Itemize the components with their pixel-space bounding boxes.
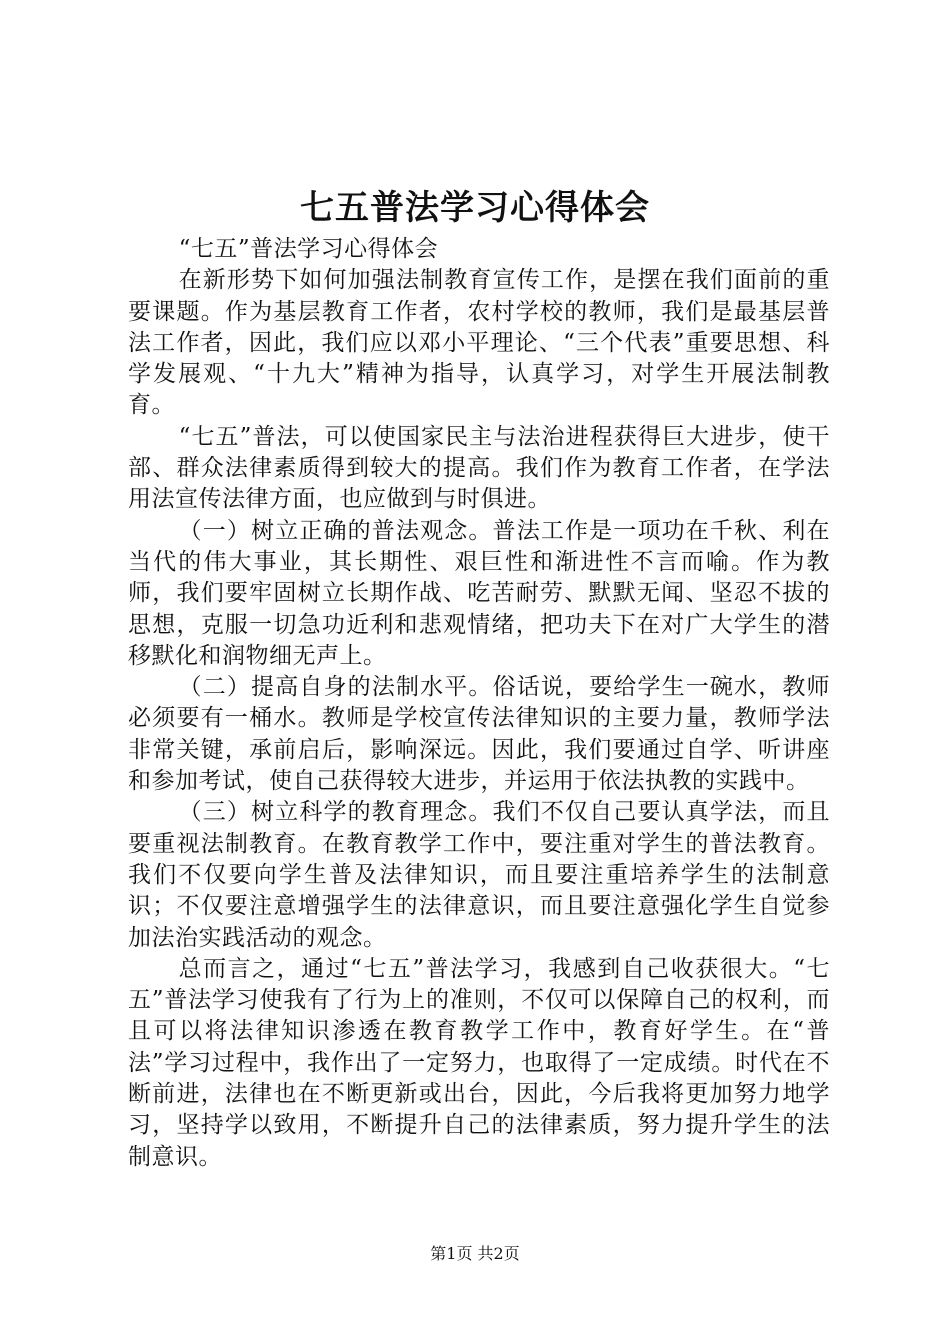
document-body: [128, 234, 830, 1173]
paragraph-point-two: （二）提高自身的法制水平。俗话说，要给学生一碗水，教师必须要有一桶水。教师是学校宣传法律知识的主要力量，教师学法非常关键，承前启后，影响深远。因此，我们要通过自学、听讲座和参加考试，使自己获得较大进步，并运用于依法执教的实践中。: [128, 674, 830, 795]
paragraph-point-one: （一）树立正确的普法观念。普法工作是一项功在千秋、利在当代的伟大事业，其长期性、艰巨性和渐进性不言而喻。作为教师，我们要牢固树立长期作战、吃苦耐劳、默默无闻、坚忍不拔的思想，克服一切急功近利和悲观情绪，把功夫下在对广大学生的潜移默化和润物细无声上。: [128, 517, 830, 669]
paragraph-intro: 在新形势下如何加强法制教育宣传工作，是摆在我们面前的重要课题。作为基层教育工作者，农村学校的教师，我们是最基层普法工作者，因此，我们应以邓小平理论、“三个代表”重要思想、科学发展观、“十九大”精神为指导，认真学习，对学生开展法制教育。: [128, 267, 830, 419]
page-indicator: 第1页 共2页: [430, 1244, 520, 1263]
paragraph-seventh-five: “七五”普法，可以使国家民主与法治进程获得巨大进步，使干部、群众法律素质得到较大的提高。我们作为教育工作者，在学法用法宣传法律方面，也应做到与时俱进。: [128, 423, 830, 513]
document-title: 七五普法学习心得体会: [300, 188, 650, 228]
document-subtitle: “七五”普法学习心得体会: [178, 236, 439, 262]
paragraph-point-three: （三）树立科学的教育理念。我们不仅自己要认真学法，而且要重视法制教育。在教育教学工作中，要注重对学生的普法教育。我们不仅要向学生普及法律知识，而且要注重培养学生的法制意识；不仅要注意增强学生的法律意识，而且要注意强化学生自觉参加法治实践活动的观念。: [128, 799, 830, 951]
paragraph-conclusion: 总而言之，通过“七五”普法学习，我感到自己收获很大。“七五”普法学习使我有了行为上的准则，不仅可以保障自己的权利，而且可以将法律知识渗透在教育教学工作中，教育好学生。在“普法”学习过程中，我作出了一定努力，也取得了一定成绩。时代在不断前进，法律也在不断更新或出台，因此，今后我将更加努力地学习，坚持学以致用，不断提升自己的法律素质，努力提升学生的法制意识。: [128, 955, 830, 1170]
